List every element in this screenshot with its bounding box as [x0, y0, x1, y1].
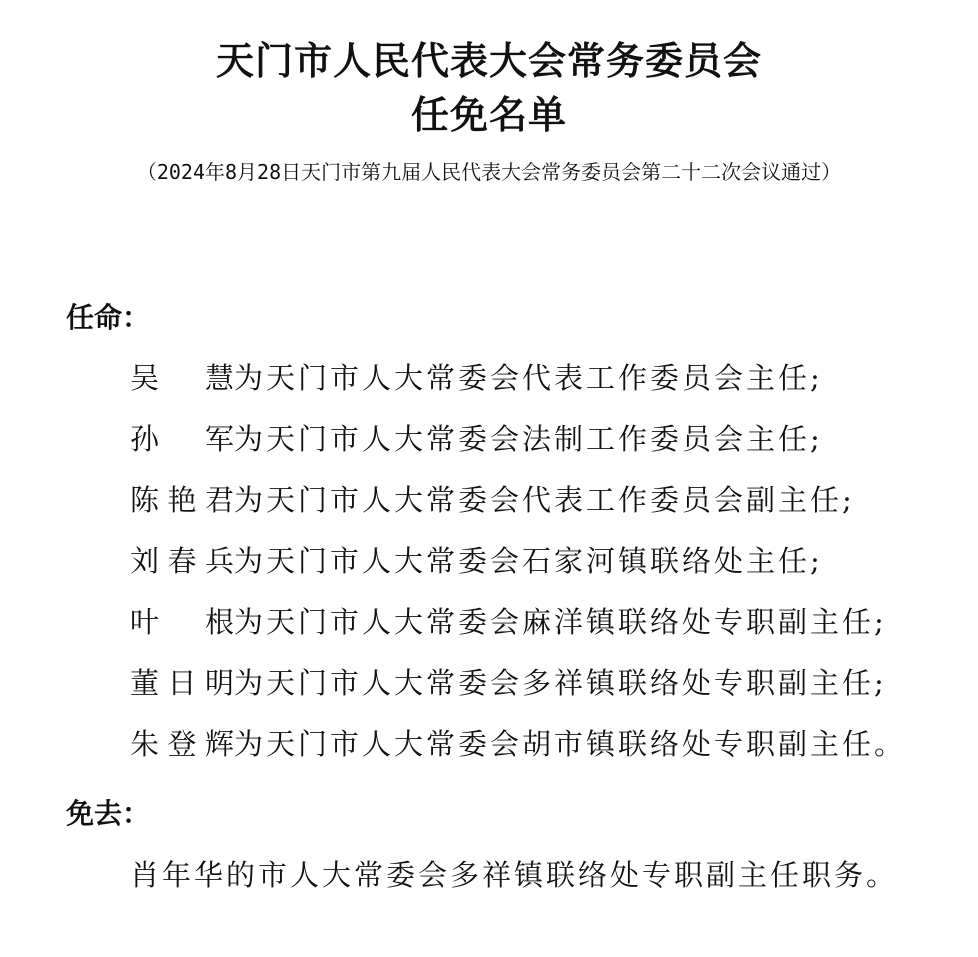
appoint-entry	[130, 604, 887, 640]
dismiss-heading: 免去：	[66, 797, 151, 830]
appointment-text: 为天门市人大常委会石家河镇联络处主任;	[234, 544, 823, 578]
appointee-name: 朱登辉	[130, 727, 234, 761]
appointment-text: 为天门市人大常委会代表工作委员会副主任;	[234, 483, 855, 517]
appointment-text: 为天门市人大常委会麻洋镇联络处专职副主任;	[234, 605, 887, 639]
appointment-text: 为天门市人大常委会胡市镇联络处专职副主任。	[234, 727, 907, 761]
document-title-line1: 天门市人民代表大会常务委员会	[215, 38, 762, 83]
appointment-text: 为天门市人大常委会法制工作委员会主任;	[234, 422, 823, 456]
appoint-entry	[130, 726, 906, 762]
appoint-entry	[130, 543, 823, 579]
appointee-name: 吴 慧	[130, 361, 234, 395]
appoint-entry	[130, 360, 823, 396]
appointee-name: 叶 根	[130, 605, 234, 639]
document-subtitle: （2024年8月28日天门市第九届人民代表大会常务委员会第二十二次会议通过）	[136, 160, 842, 184]
appoint-entry	[130, 482, 855, 518]
appoint-entry	[130, 421, 823, 457]
appointment-text: 为天门市人大常委会代表工作委员会主任;	[234, 361, 823, 395]
appointee-name: 孙 军	[130, 422, 234, 456]
dismiss-entry: 肖年华的市人大常委会多祥镇联络处专职副主任职务。	[130, 858, 899, 892]
appointment-text: 为天门市人大常委会多祥镇联络处专职副主任;	[234, 666, 887, 700]
appointee-name: 刘春兵	[130, 544, 234, 578]
appoint-entry	[130, 665, 887, 701]
document-title-line2: 任免名单	[410, 92, 567, 137]
appoint-heading: 任命：	[66, 301, 151, 334]
appointee-name: 董日明	[130, 666, 234, 700]
appointee-name: 陈艳君	[130, 483, 234, 517]
